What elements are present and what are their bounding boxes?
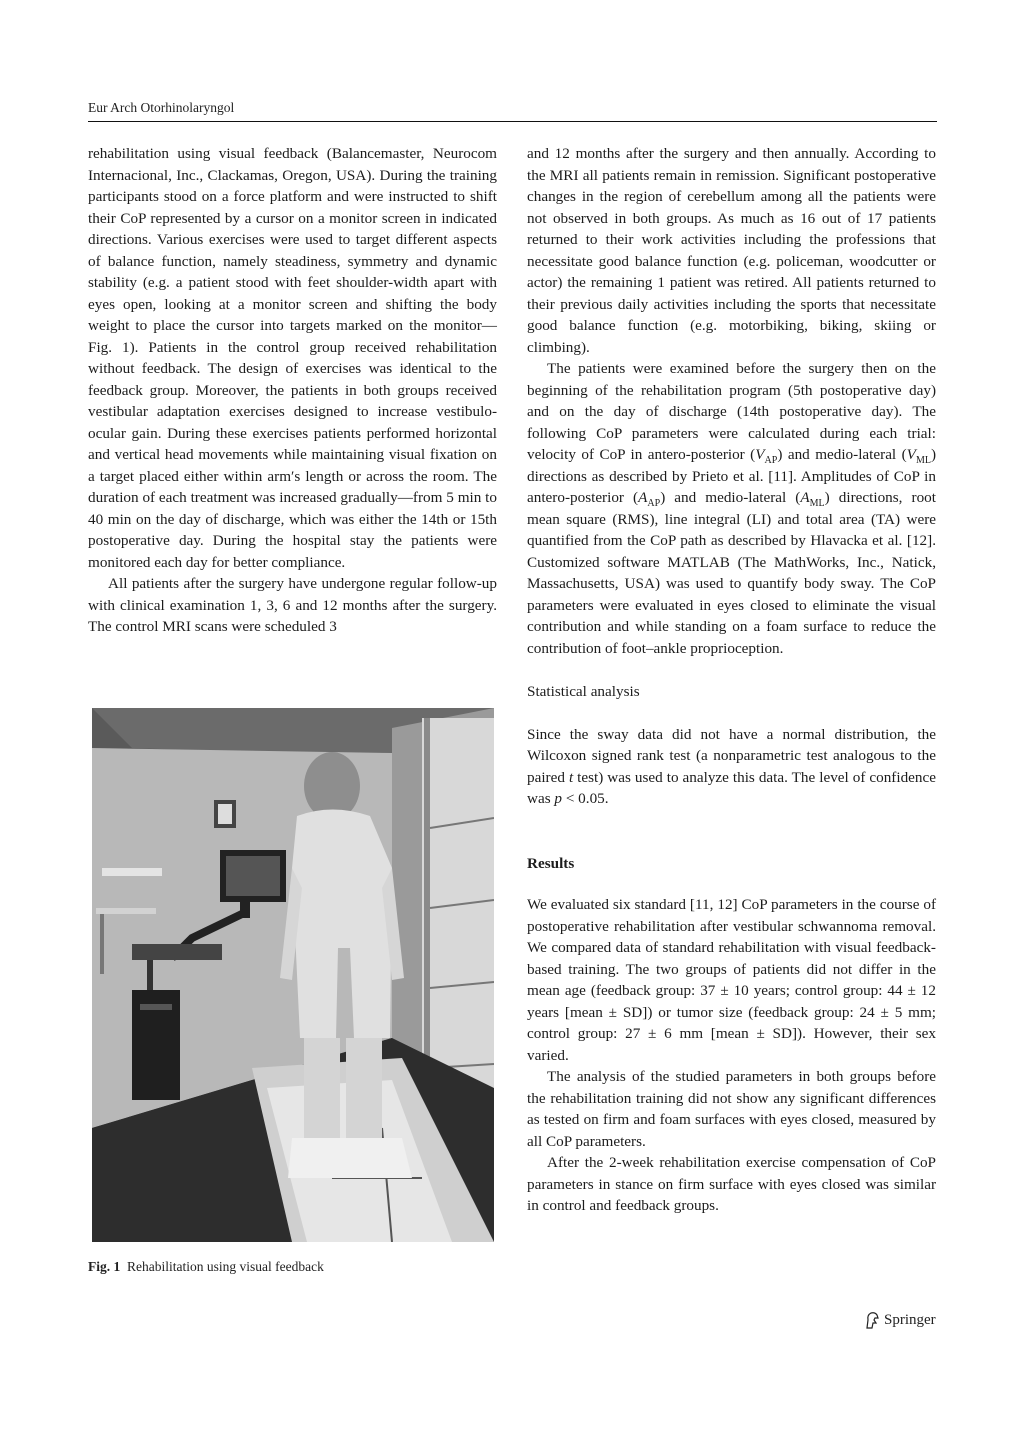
- figure-caption-text: Rehabilitation using visual feedback: [127, 1259, 324, 1274]
- citation-link-11b[interactable]: 11: [694, 896, 710, 913]
- running-head: Eur Arch Otorhinolaryngol: [88, 100, 235, 115]
- left-paragraph-1: rehabilitation using visual feedback (Balancemaster, Neurocom Internacional, Inc., Clackamas, Oregon, USA). During the training participants stood on a force platform and were instructed to shift their CoP represented by a cursor on a monitor screen in indicated directions. Various exercises were used to target different aspects of balance function, namely steadiness, symmetry and dynamic stability (e.g. a patient stood with feet shoulder-width apart with eyes open, looking at a monitor screen and shifting the body weight to place the cursor into targets marked on the monitor—Fig. 1). Patients in the control group received rehabilitation without feedback. The design of exercises was identical to the feedback group. Moreover, the patients in both groups received vestibular adaptation exercises designed to increase vestibulo-ocular gain. During these exercises patients performed horizontal and vertical head movements while maintaining visual fixation on a target placed either within arm′s length or across the room. The duration of each treatment was increased gradually—from 5 min to 40 min on the day of discharge, which was either the 14th or 15th postoperative day. During the hospital stay the patients were monitored each day for better compliance.: [88, 145, 498, 571]
- section-title: Results: [527, 854, 575, 872]
- right-paragraph-4: We evaluated six standard [11, 12] CoP parameters in the course of postoperative rehabilitation after vestibular schwannoma removal. We compared data of standard rehabilitation with visual feedback-based training. The two groups of patients did not differ in the mean age (feedback group: 37 ± 10 years; control group: 44 ± 12 years [mean ± SD]) or tumor size (feedback group: 24 ± 5 mm; control group: 27 ± 6 mm [mean ± SD]). However, their sex varied.: [527, 896, 937, 1064]
- right-column: [527, 143, 936, 1217]
- subsection-title: Statistical analysis: [527, 683, 640, 700]
- citation-link-12b[interactable]: 12: [717, 896, 733, 913]
- citation-link-12[interactable]: 12: [911, 532, 928, 549]
- figure-photo: [92, 708, 494, 1242]
- right-paragraph-2: The patients were examined before the surgery then on the beginning of the rehabilitation program (5th postoperative day) and on the day of discharge (14th postoperative day). The following CoP parameters were calculated during each trial: velocity of CoP in antero-posterior $(V_{AP})$ and medio-lateral $(V_{ML})$ directions as described by Prieto et al. [11]. Amplitudes of CoP in antero-posterior $(A_{AP})$ and medio-lateral $(A_{ML})$ directions, root mean square (RMS), line integral (LI) and total area (TA) were quantified from the CoP path as described by Hlavacka et al. [12]. Customized software MATLAB (The MathWorks, Inc., Natick, Massachusetts, USA) was used to quantify body sway. The CoP parameters were evaluated in eyes closed to eliminate the visual contribution and while standing on a foam surface to reduce the contribution of foot–ankle proprioception.: [527, 360, 936, 657]
- figure-reference[interactable]: 1: [121, 338, 130, 356]
- header-rule: [88, 121, 937, 122]
- left-column: [88, 143, 497, 638]
- left-paragraph-2: All patients after the surgery have undergone regular follow-up with clinical examination 1, 3, 6 and 12 months after the surgery. The control MRI scans were scheduled 3: [88, 575, 497, 635]
- right-paragraph-6: After the 2-week rehabilitation exercise compensation of CoP parameters in stance on firm surface with eyes closed was similar in control and feedback groups.: [527, 1154, 936, 1214]
- right-paragraph-1: and 12 months after the surgery and then annually. According to the MRI all patients remain in remission. Significant postoperative changes in the region of cerebellum among all the patients were not observed in both groups. As much as 16 out of 17 patients returned to their work activities including the professions that necessitate good balance function (e.g. policeman, woodcutter or actor) the remaining 1 patient was retired. All patients returned to their previous daily activities including the sports that necessitate good balance function (e.g. motorbiking, biking, skiing or climbing).: [527, 145, 936, 356]
- right-paragraph-5: The analysis of the studied parameters in both groups before the rehabilitation training did not show any significant differences as tested on firm and foam surfaces with eyes closed, measured by all CoP parameters.: [527, 1068, 936, 1150]
- springer-horse-icon: [864, 1311, 880, 1329]
- publisher-name: Springer: [884, 1311, 936, 1328]
- right-paragraph-3: Since the sway data did not have a normal distribution, the Wilcoxon signed rank test (a nonparametric test analogous to the paired t test) was used to analyze this data. The level of confidence was p < 0.05.: [527, 725, 936, 807]
- rehabilitation-photo: [92, 708, 494, 1242]
- figure-caption: [88, 1259, 324, 1275]
- figure-label: Fig. 1: [88, 1259, 121, 1274]
- citation-link-11[interactable]: 11: [773, 467, 788, 485]
- publisher-mark: [864, 1311, 936, 1329]
